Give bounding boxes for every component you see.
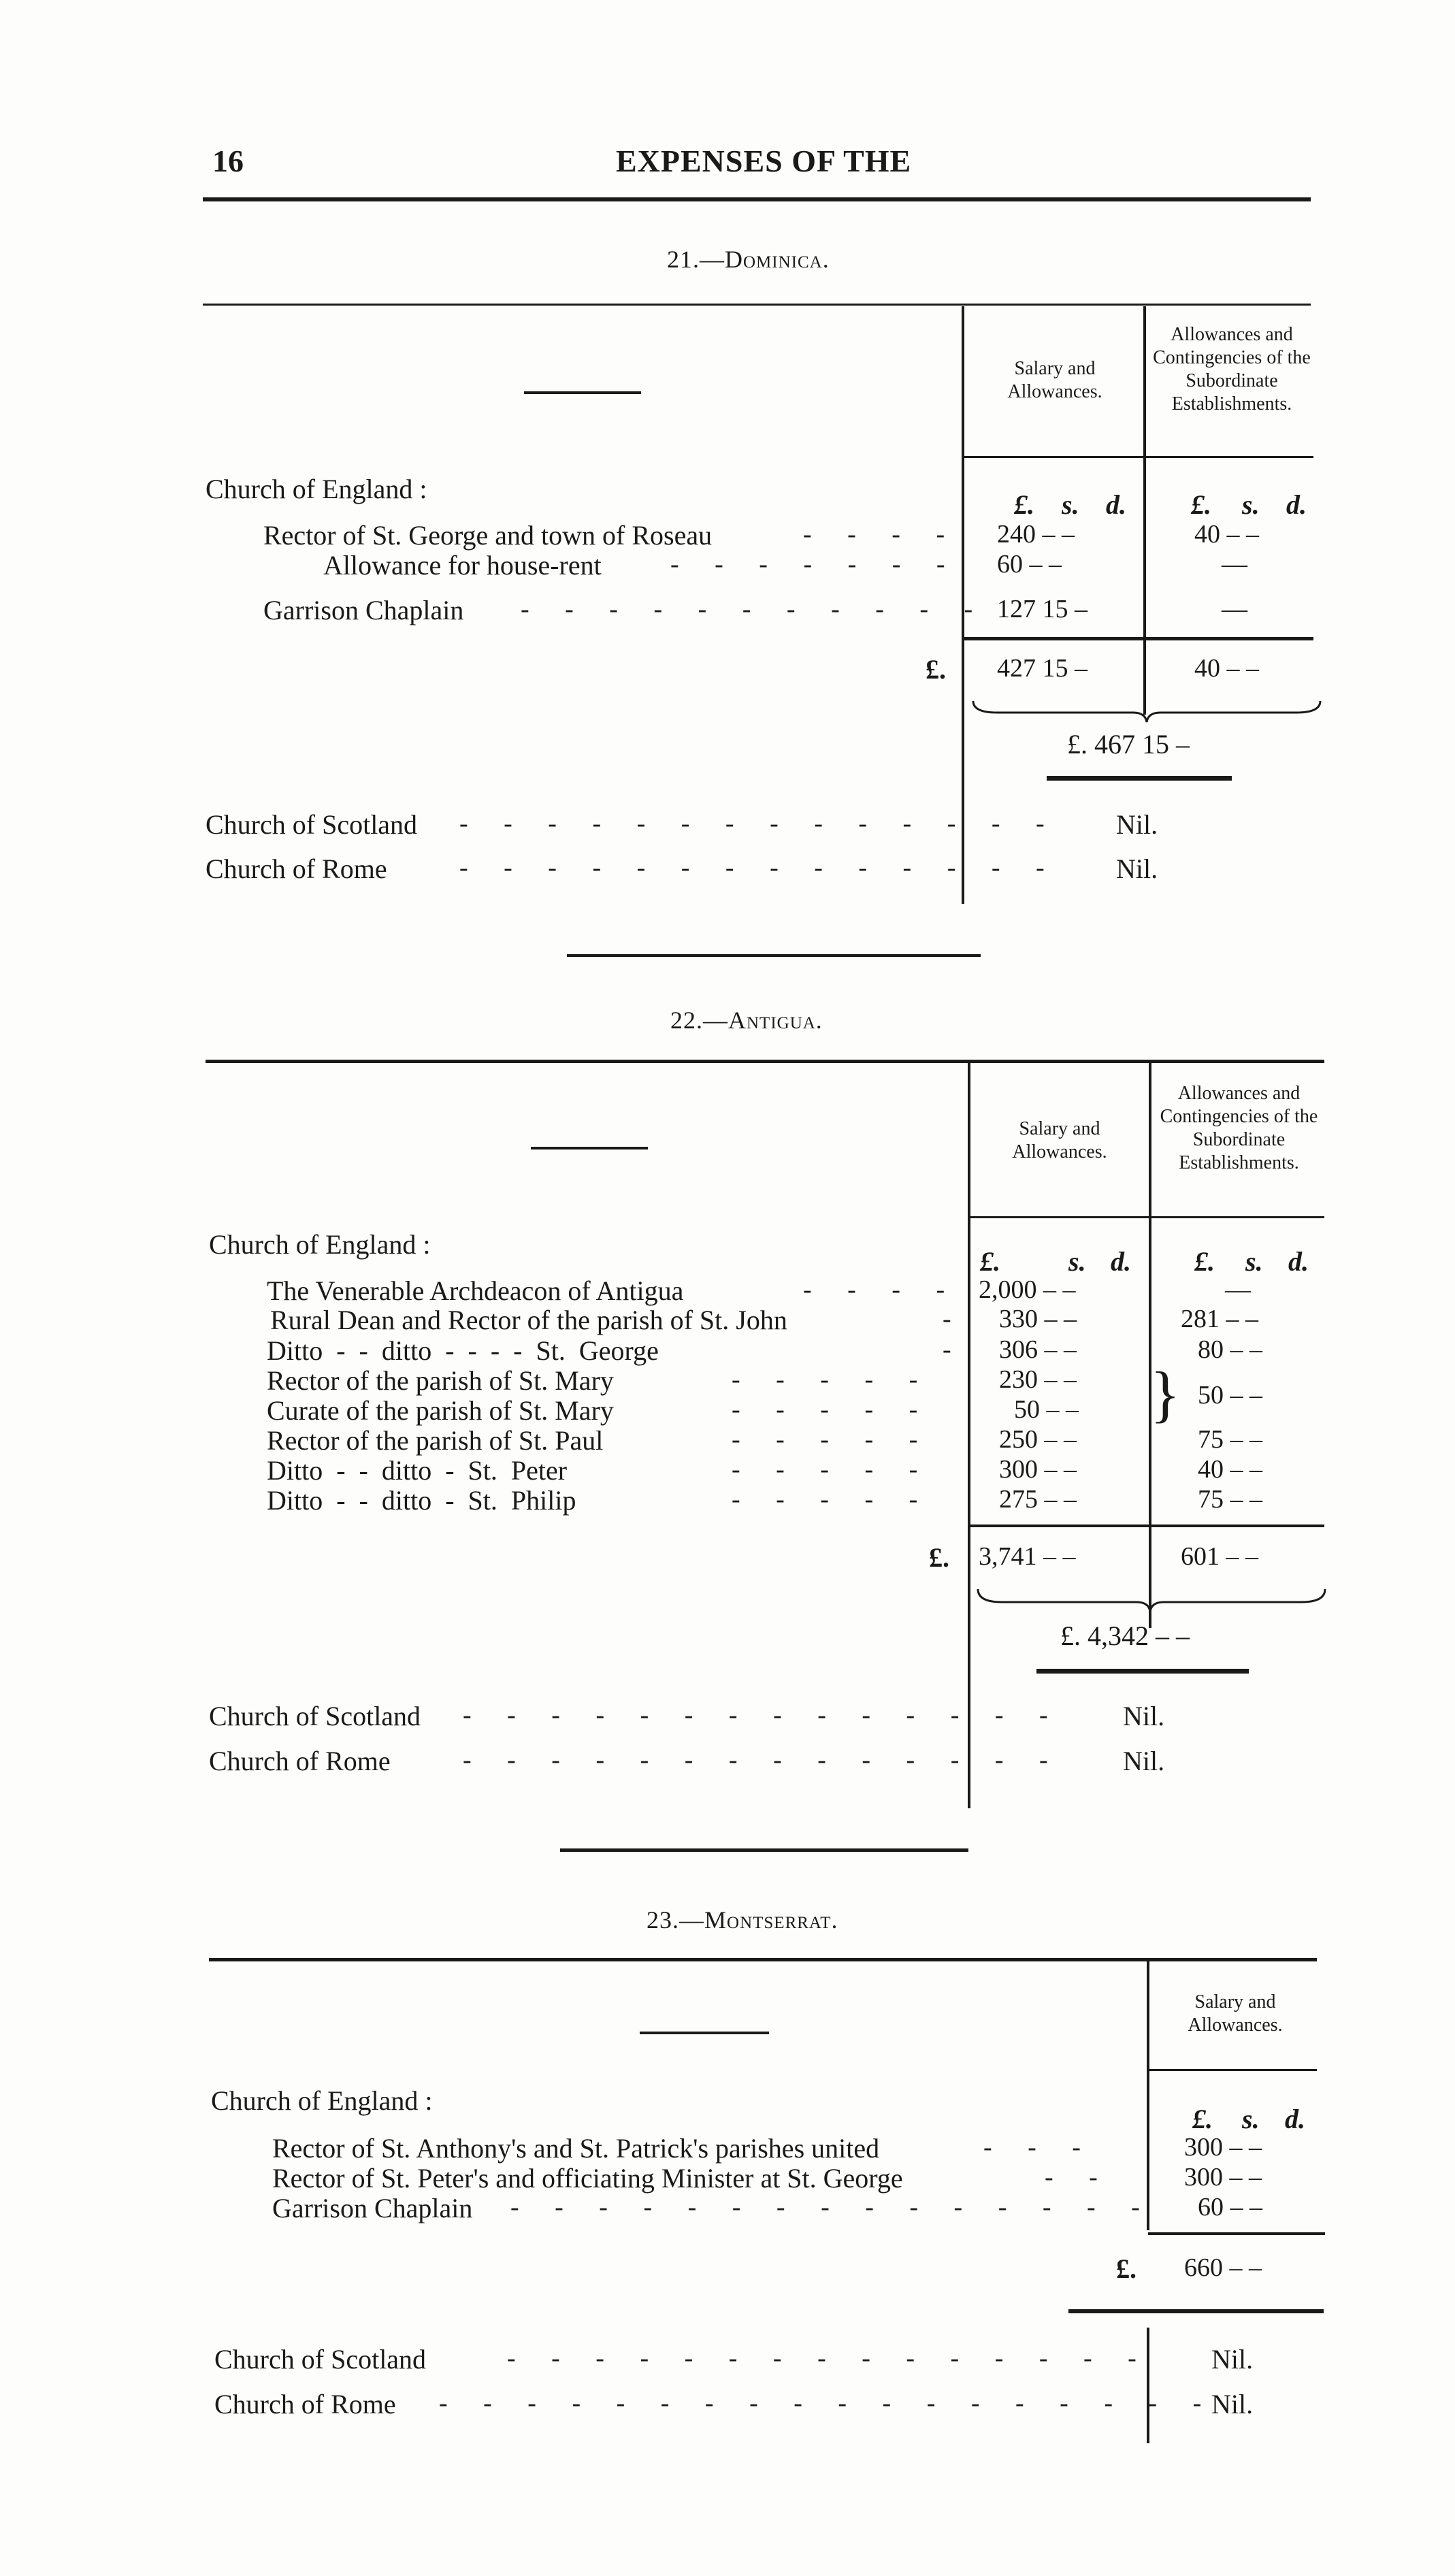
- unit-shillings: s.: [1245, 1246, 1263, 1277]
- total-allowances: 40 – –: [1194, 654, 1259, 683]
- leader-dots: -: [943, 1305, 955, 1333]
- leader-dots: - - - - -: [732, 1455, 922, 1484]
- allowance-value: 281 – –: [1181, 1305, 1258, 1333]
- leader-dots: - - - - -: [732, 1395, 922, 1424]
- row-label: Curate of the parish of St. Mary: [267, 1395, 614, 1426]
- other-church-label: Church of Scotland: [209, 1701, 421, 1731]
- header-rule: [1148, 2069, 1317, 2071]
- stub-dash: [531, 1147, 648, 1150]
- stub-dash: [640, 2032, 769, 2034]
- total-sign: £.: [1116, 2253, 1137, 2284]
- other-church-value: Nil.: [1123, 1746, 1165, 1776]
- allowance-value: —: [1222, 595, 1247, 623]
- row-label: Garrison Chaplain: [263, 595, 464, 625]
- section-title-montserrat: 23.—Montserrat.: [647, 1906, 838, 1934]
- row-label: The Venerable Archdeacon of Antigua: [267, 1275, 684, 1306]
- salary-value: 60 – –: [1198, 2193, 1262, 2221]
- total-allowances: 601 – –: [1181, 1542, 1258, 1571]
- leader-dots: -: [943, 1335, 955, 1364]
- row-label: Rector of St. Anthony's and St. Patrick's parishes united: [272, 2133, 880, 2164]
- leader-dots: - - - - - - - - - - - - - -: [459, 809, 1049, 838]
- salary-value: 300 – –: [1184, 2133, 1262, 2162]
- column-rule: [1149, 1063, 1151, 1628]
- column-rule: [1147, 1961, 1149, 2230]
- salary-value: 230 – –: [999, 1365, 1077, 1394]
- unit-pounds: £.: [980, 1246, 1000, 1277]
- section-rule: [203, 304, 1311, 306]
- unit-pence: d.: [1111, 1246, 1131, 1277]
- allowance-value: —: [1222, 550, 1247, 578]
- running-head: EXPENSES OF THE: [616, 144, 912, 178]
- total-double-rule: [1068, 2309, 1324, 2313]
- leader-dots: - - - - - - - - - - - - - -: [463, 1746, 1052, 1774]
- salary-value: 330 – –: [999, 1305, 1077, 1333]
- header-rule: [969, 1216, 1149, 1218]
- header-rule: [203, 197, 1311, 201]
- grand-total: £. 467 15 –: [1067, 729, 1190, 760]
- other-church-value: Nil.: [1123, 1701, 1165, 1731]
- row-label: Allowance for house-rent: [323, 550, 602, 581]
- col-header-salary: Salary and Allowances.: [1012, 1118, 1107, 1162]
- other-church-label: Church of Scotland: [214, 2344, 427, 2375]
- salary-value: 127 15 –: [997, 595, 1088, 623]
- row-label: Rector of St. Peter's and officiating Minister at St. George: [272, 2163, 903, 2194]
- other-church-label: Church of Scotland: [206, 809, 418, 840]
- unit-pounds: £.: [1014, 489, 1034, 520]
- salary-value: 240 – –: [997, 520, 1075, 549]
- unit-pence: d.: [1288, 1246, 1309, 1277]
- total-rule: [969, 1525, 1324, 1527]
- col-header-salary: Salary and Allowances.: [1007, 358, 1102, 402]
- salary-value: 306 – –: [999, 1335, 1077, 1364]
- unit-pounds: £.: [1191, 489, 1211, 520]
- other-church-value: Nil.: [1116, 853, 1158, 884]
- row-label: Garrison Chaplain: [272, 2193, 473, 2223]
- unit-shillings: s.: [1062, 489, 1079, 520]
- group-label: Church of England :: [211, 2085, 433, 2116]
- salary-value: 60 – –: [997, 550, 1062, 578]
- allowance-value: 40 – –: [1194, 520, 1259, 549]
- page-number: 16: [212, 144, 244, 178]
- total-salary: 427 15 –: [997, 654, 1088, 683]
- unit-pence: d.: [1285, 2104, 1305, 2134]
- section-separator: [567, 954, 981, 957]
- right-brace: }: [1150, 1359, 1181, 1429]
- unit-pence: d.: [1286, 489, 1307, 520]
- leader-dots: - - - - - - - - - - - - - - -: [507, 2344, 1141, 2373]
- section-separator: [560, 1848, 968, 1852]
- allowance-value: 75 – –: [1198, 1425, 1262, 1454]
- other-church-label: Church of Rome: [209, 1746, 391, 1776]
- col-header-salary: Salary and Allowances.: [1188, 1991, 1283, 2036]
- allowance-value: 40 – –: [1198, 1455, 1262, 1484]
- grand-total-rule: [1036, 1669, 1249, 1674]
- salary-value: 300 – –: [999, 1455, 1077, 1484]
- leader-dots: - - -: [983, 2133, 1085, 2162]
- section-title-dominica: 21.—Dominica.: [667, 246, 830, 273]
- column-rule: [1143, 306, 1146, 715]
- total-rule: [963, 637, 1313, 640]
- leader-dots: - - - -: [803, 520, 949, 549]
- other-church-value: Nil.: [1211, 2344, 1254, 2375]
- row-label: Ditto - - ditto - - - - St. George: [267, 1335, 659, 1366]
- allowance-value: —: [1225, 1275, 1251, 1304]
- brace: [975, 1586, 1328, 1613]
- total-salary: 3,741 – –: [979, 1542, 1076, 1571]
- brace: [970, 698, 1324, 723]
- stub-dash: [524, 391, 641, 394]
- row-label: Rural Dean and Rector of the parish of St. John: [270, 1305, 787, 1335]
- unit-shillings: s.: [1242, 489, 1260, 520]
- column-rule: [1147, 2328, 1149, 2443]
- total-sign: £.: [929, 1542, 949, 1573]
- leader-dots: - - - - - - - - - - - - - -: [463, 1701, 1052, 1729]
- row-label: Rector of St. George and town of Roseau: [263, 520, 713, 551]
- leader-dots: - - - - - - - - - - - - - - -: [510, 2193, 1144, 2221]
- leader-dots: - - - - - - - - - - -: [521, 595, 977, 623]
- leader-dots: - - - - - - - - - - - - - -: [459, 853, 1049, 882]
- other-church-value: Nil.: [1116, 809, 1158, 840]
- other-church-label: Church of Rome: [214, 2389, 396, 2419]
- salary-value: 300 – –: [1184, 2163, 1262, 2191]
- unit-pounds: £.: [1194, 1246, 1215, 1277]
- leader-dots: - -: [1045, 2163, 1102, 2191]
- grand-total: £. 4,342 – –: [1060, 1620, 1190, 1651]
- leader-dots: - - - -: [803, 1275, 949, 1304]
- section-rule: [206, 1060, 1324, 1063]
- bracket-value: 50 – –: [1198, 1381, 1262, 1409]
- salary-value: 2,000 – –: [979, 1275, 1076, 1304]
- unit-pounds: £.: [1192, 2104, 1213, 2134]
- allowance-value: 75 – –: [1198, 1485, 1262, 1514]
- unit-pence: d.: [1106, 489, 1126, 520]
- leader-dots: - - - - -: [732, 1425, 922, 1454]
- row-label: Ditto - - ditto - St. Peter: [267, 1455, 568, 1486]
- other-church-label: Church of Rome: [206, 853, 387, 884]
- total-salary: 660 – –: [1184, 2253, 1262, 2282]
- group-label: Church of England :: [206, 474, 427, 504]
- total-rule: [1148, 2232, 1325, 2235]
- header-rule: [1150, 1216, 1324, 1218]
- unit-shillings: s.: [1242, 2104, 1260, 2134]
- leader-dots: - - - - -: [732, 1365, 922, 1394]
- col-header-allowances: Allowances and Contingencies of the Subordinate Establishments.: [1160, 1083, 1318, 1173]
- col-header-allowances: Allowances and Contingencies of the Subordinate Establishments.: [1153, 324, 1311, 414]
- grand-total-rule: [1047, 776, 1232, 781]
- leader-dots: - - - - - - -: [670, 550, 949, 578]
- header-rule: [963, 456, 1143, 458]
- salary-value: 275 – –: [999, 1485, 1077, 1514]
- row-label: Rector of the parish of St. Paul: [267, 1425, 604, 1456]
- header-rule: [1145, 456, 1313, 458]
- row-label: Ditto - - ditto - St. Philip: [267, 1485, 576, 1516]
- section-rule: [209, 1958, 1317, 1961]
- salary-value: 50 – –: [1014, 1395, 1079, 1424]
- leader-dots: - - - - -: [732, 1485, 922, 1514]
- row-label: Rector of the parish of St. Mary: [267, 1365, 614, 1396]
- other-church-value: Nil.: [1211, 2389, 1254, 2419]
- section-title-antigua: 22.—Antigua.: [670, 1007, 823, 1034]
- column-rule: [968, 1063, 970, 1808]
- leader-dots: - - - - - - - - - - - - - - - - - -: [439, 2389, 1206, 2417]
- unit-shillings: s.: [1068, 1246, 1086, 1277]
- group-label: Church of England :: [209, 1229, 431, 1260]
- total-sign: £.: [926, 654, 946, 685]
- allowance-value: 80 – –: [1198, 1335, 1262, 1364]
- salary-value: 250 – –: [999, 1425, 1077, 1454]
